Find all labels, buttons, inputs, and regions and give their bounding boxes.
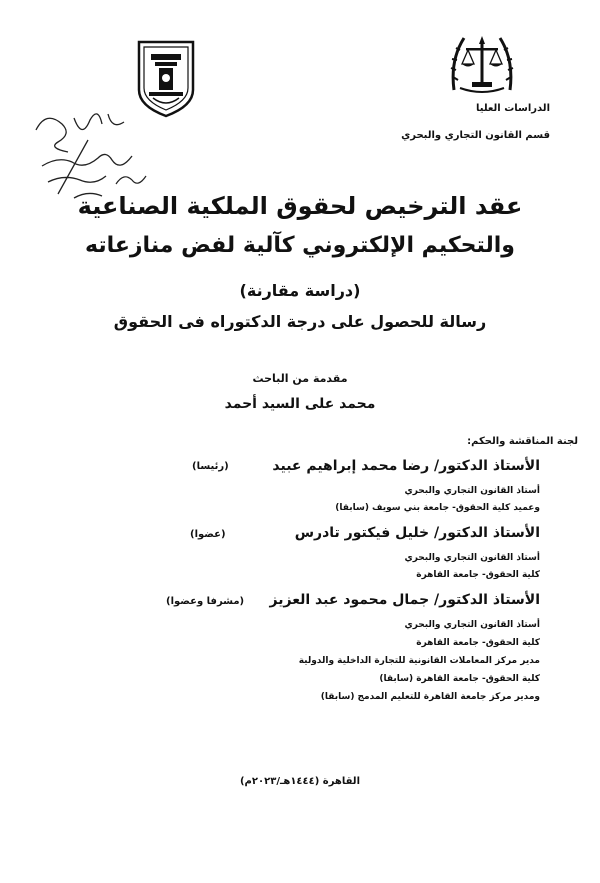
title-line-2: والتحكيم الإلكتروني كآلية لفض منازعاته <box>85 233 515 258</box>
committee-member-detail: كلية الحقوق- جامعة القاهرة (سابقا) <box>379 674 540 684</box>
committee-member-name: الأستاذ الدكتور/ خليل فيكتور تادرس <box>294 525 540 541</box>
department-line-graduate-studies: الدراسات العليا <box>475 103 550 114</box>
author-name: محمد على السيد أحمد <box>224 396 376 412</box>
committee-member-detail: كلية الحقوق- جامعة القاهرة <box>416 570 540 580</box>
author-label: مقدمة من الباحث <box>252 372 348 385</box>
committee-member-detail: أستاذ القانون التجاري والبحري <box>404 486 540 496</box>
committee-member-detail: مدير مركز المعاملات القانونية للتجارة الداخلية والدولية <box>298 656 540 666</box>
committee-member-name: الأستاذ الدكتور/ رضا محمد إبراهيم عبيد <box>272 458 540 474</box>
committee-member-detail: كلية الحقوق- جامعة القاهرة <box>416 638 540 648</box>
committee-member-detail: أستاذ القانون التجاري والبحري <box>404 620 540 630</box>
title-line-3: (دراسة مقارنة) <box>239 281 361 300</box>
committee-member-name: الأستاذ الدكتور/ جمال محمود عبد العزيز <box>269 592 540 608</box>
faculty-scales-emblem <box>446 30 518 94</box>
department-line-commercial-law: قسم القانون التجاري والبحري <box>401 130 550 141</box>
committee-member-detail: أستاذ القانون التجاري والبحري <box>404 553 540 563</box>
committee-member-detail: وعميد كلية الحقوق- جامعة بني سويف (سابقا) <box>335 503 540 513</box>
place-and-date: القاهرة (١٤٤٤هـ/٢٠٢٣م) <box>239 776 360 787</box>
committee-member-detail: ومدير مركز جامعة القاهرة للتعليم المدمج (سابقا) <box>320 692 540 702</box>
committee-member-role: (رئيسا) <box>192 461 229 472</box>
committee-heading: لجنة المناقشة والحكم: <box>467 436 578 447</box>
title-line-1: عقد الترخيص لحقوق الملكية الصناعية <box>77 192 523 220</box>
committee-member-role: (عضوا) <box>190 529 226 540</box>
committee-member-role: (مشرفا وعضوا) <box>166 596 245 607</box>
title-line-4: رسالة للحصول على درجة الدكتوراه فى الحقوق <box>113 312 487 331</box>
